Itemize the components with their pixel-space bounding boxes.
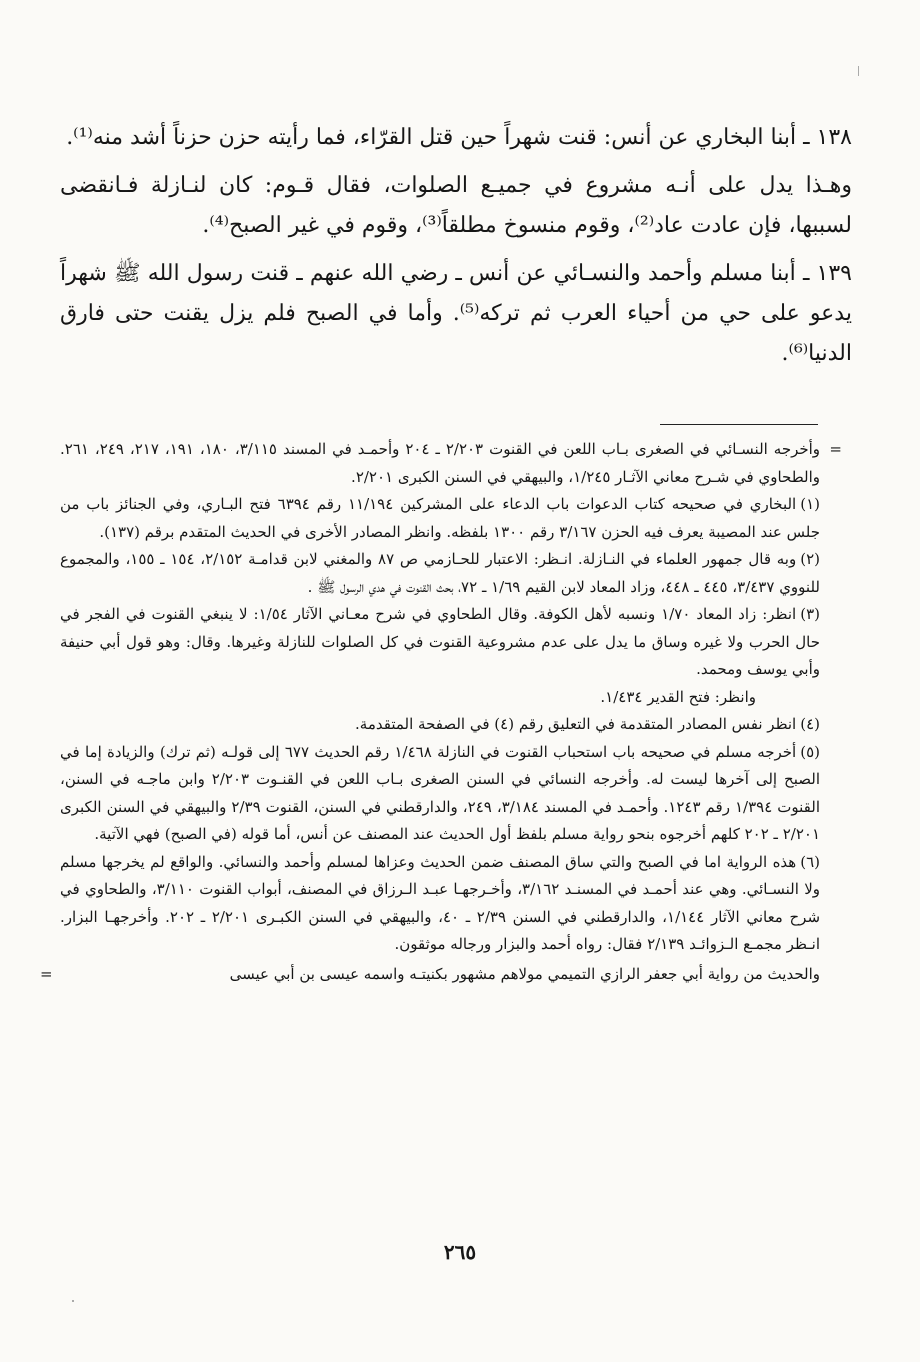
footnote-continuation: = وأخرجه النسـائي في الصغرى بـاب اللعن في القنوت ٢/٢٠٣ ـ ٢٠٤ وأحمـد في المسند ٣/١١٥، ١٨٠، ١٩١، ٢١٧، ٢٤٩، ٢٦١. والطحاوي في شـرح معاني الآثـار ١/٢٤٥، والبيهقي في السنن الكبرى ٢/٢٠١. xyxy=(60,436,820,491)
footnote-continuation-bottom: والحديث من رواية أبي جعفر الرازي التميمي مولاهم مشهور بكنيتـه واسمه عيسى بن أبي عيسى = xyxy=(60,961,820,989)
main-text xyxy=(60,118,852,382)
footnote-2: (٢)وبه قال جمهور العلماء في النـازلة. انـظر: الاعتبار للحـازمي ص ٨٧ والمغني لابن قدامـة ٢/١٥٢، ١٥٤ ـ ١٥٥، والمجموع للنووي ٣/٤٣٧، ٤٤٥ ـ ٤٤٨، وزاد المعاد لابن القيم ١/٦٩ ـ ٧٢، بحث القنوت في هدي الرسول ﷺ . xyxy=(60,550,820,596)
footnote-3-continued: وانظر: فتح القدير ١/٤٣٤. xyxy=(600,687,756,706)
footnote-number: (٣) xyxy=(800,605,820,623)
scan-speck xyxy=(858,66,859,76)
paragraph-commentary: وهـذا يدل على أنـه مشروع في جميـع الصلوات، فقال قـوم: كان لنـازلة فـانقضى لسببها، فإن عادت عاد⁽²⁾، وقوم منسوخ مطلقاً⁽³⁾، وقوم في غير الصبح⁽⁴⁾. xyxy=(60,173,852,238)
footnote-number: (٦) xyxy=(800,852,820,871)
footnote-number: (٥) xyxy=(800,742,821,761)
paragraph-138: ١٣٨ ـ أبنا البخاري عن أنس: قنت شهراً حين قتل القرّاء، فما رأيته حزن حزناً أشد منه⁽¹⁾. xyxy=(66,125,852,150)
page-number: ٢٦٥ xyxy=(443,1240,477,1264)
footnote-5: (٥)أخرجه مسلم في صحيحه باب استحباب القنوت في النازلة ١/٤٦٨ رقم الحديث ٦٧٧ إلى قولـه (ثم ترك) والزيادة إما في الصبح إلى آخرها ليست له. وأخرجه النسائي في السنن الصغرى بـاب اللعن في القنـوت ٢/٢٠٣ وابن ماجـه في السنن، القنوت ١/٣٩٤ رقم ١٢٤٣. وأحمـد في المسند ٣/١٨٤، ٢٤٩، والدارقطني في السنن، القنوت ٢/٣٩ والبيهقي في السنن الكبرى ٢/٢٠١ ـ ٢٠٢ كلهم أخرجوه بنحو رواية مسلم بلفظ أول الحديث عند المصنف عن أنس، أما قوله (في الصبح) فهي الآتية. xyxy=(60,742,821,843)
scan-speck xyxy=(72,1300,74,1302)
footnotes xyxy=(40,436,842,988)
footnote-number: (٢) xyxy=(800,550,820,568)
footnote-number: (١) xyxy=(800,495,821,513)
footnote-separator xyxy=(660,424,818,425)
footnote-3: (٣)انظر: زاد المعاد ١/٧٠ ونسبه لأهل الكوفة. وقال الطحاوي في شرح معـاني الآثار ١/٥٤: لا ينبغي القنوت في الفجر في حال الحرب ولا غيره وساق ما يدل على عدم مشروعية القنوت في كل الصلوات للنازلة وغيرها. وقال: وهو قول أبي حنيفة وأبي يوسف ومحمد. xyxy=(60,605,820,678)
footnote-number: (٤) xyxy=(800,715,820,733)
footnote-4: (٤)انظر نفس المصادر المتقدمة في التعليق رقم (٤) في الصفحة المتقدمة. xyxy=(355,715,820,733)
footnote-6: (٦)هذه الرواية اما في الصبح والتي ساق المصنف ضمن الحديث وعزاها لمسلم وأحمد والنسائي. والواقع لم يخرجها مسلم ولا النسـائي. وهي عند أحمـد في المسنـد ٣/١٦٢، وأخـرجهـا عبـد الـرزاق في المصنف، أبواب القنوت ٣/١١٠، والطحاوي في شرح معاني الآثار ١/١٤٤، والدارقطني في السنن ٢/٣٩ ـ ٤٠، والبيهقي في السنن الكبـرى ٢/٢٠١ ـ ٢٠٢. وأخرجهـا البزار. انـظر مجمـع الـزوائـد ٢/١٣٩ فقال: رواه أحمد والبزار ورجاله موثقون. xyxy=(60,852,821,953)
continuation-mark-bottom: = xyxy=(40,964,53,983)
footnote-1: (١)البخاري في صحيحه كتاب الدعوات باب الدعاء على المشركين ١١/١٩٤ رقم ٦٣٩٤ فتح البـاري، وفي الجنائز باب من جلس عند المصيبة يعرف فيه الحزن ٣/١٦٧ رقم ١٣٠٠ بلفظه. وانظر المصادر الأخرى في الحديث المتقدم برقم (١٣٧). xyxy=(60,495,821,541)
paragraph-139: ١٣٩ ـ أبنا مسلم وأحمد والنسـائي عن أنس ـ رضي الله عنهم ـ قنت رسول الله ﷺ شهراً يدعو على حي من أحياء العرب ثم تركه⁽⁵⁾. وأما في الصبح فلم يزل يقنت حتى فارق الدنيا⁽⁶⁾. xyxy=(60,261,852,366)
continuation-mark-top: = xyxy=(829,440,842,458)
